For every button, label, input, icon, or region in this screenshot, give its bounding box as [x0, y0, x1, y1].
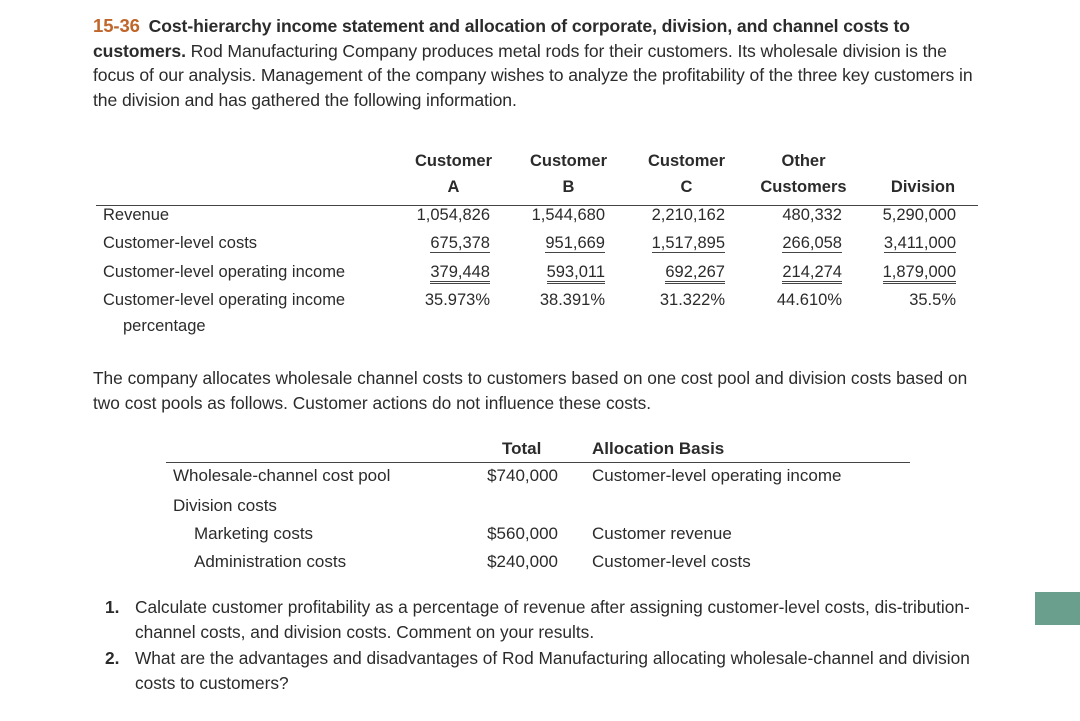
- customer-income-table: [96, 148, 978, 348]
- col-header-customer-b: Customer B: [529, 152, 607, 196]
- row-label-oi-percentage: Customer-level operating income: [103, 291, 346, 309]
- cell-pct-a: 35.973%: [424, 291, 490, 309]
- row-label-wholesale-pool: Wholesale-channel cost pool: [173, 466, 391, 485]
- row-label-oi-percentage-cont: percentage: [123, 317, 206, 335]
- row-label-marketing: Marketing costs: [194, 524, 314, 543]
- cell-oi-other: 214,274: [782, 263, 842, 284]
- cell-marketing-basis: Customer revenue: [592, 524, 732, 543]
- row-label-revenue: Revenue: [103, 206, 170, 224]
- col-header-total: Total: [502, 439, 542, 458]
- cell-wholesale-total: $740,000: [487, 466, 558, 485]
- col-header-allocation-basis: Allocation Basis: [592, 439, 725, 458]
- page-edge-tab: [1035, 592, 1080, 625]
- cell-revenue-other: 480,332: [782, 206, 842, 224]
- cell-revenue-c: 2,210,162: [651, 206, 725, 224]
- cell-wholesale-basis: Customer-level operating income: [592, 466, 842, 485]
- problem-body: Rod Manufacturing Company produces metal rods for their customers. Its wholesale division is the focus of our analysis. Management of the company wishes to analyze the profitability of the three key customers in the division and has gathered the following information.: [93, 40, 973, 110]
- cell-costs-division: 3,411,000: [883, 234, 956, 252]
- question-number: 2.: [105, 648, 120, 668]
- row-label-administration: Administration costs: [194, 552, 347, 571]
- col-header-other-customers: Other Customers: [760, 152, 847, 196]
- cell-pct-division: 35.5%: [909, 291, 956, 309]
- cell-revenue-division: 5,290,000: [882, 206, 956, 224]
- row-label-operating-income: Customer-level operating income: [103, 263, 346, 281]
- problem-intro: [93, 14, 983, 112]
- cell-costs-other: 266,058: [782, 234, 842, 252]
- problem-title: Cost-hierarchy income statement and allocation of corporate, division, and channel costs to customers.: [93, 16, 910, 61]
- cell-oi-c: 692,267: [665, 263, 725, 284]
- cell-pct-b: 38.391%: [539, 291, 605, 309]
- problem-number: 15-36: [93, 15, 140, 36]
- cell-revenue-a: 1,054,826: [416, 206, 490, 224]
- col-header-customer-a: Customer A: [414, 152, 492, 196]
- question-text: What are the advantages and disadvantages of Rod Manufacturing allocating wholesale-channel and division costs to customers?: [135, 648, 970, 693]
- question-number: 1.: [105, 597, 120, 617]
- cell-costs-c: 1,517,895: [651, 234, 725, 252]
- col-header-customer-c: Customer C: [647, 152, 725, 196]
- row-label-customer-costs: Customer-level costs: [103, 234, 258, 252]
- col-header-division: Division: [890, 178, 956, 196]
- cell-pct-c: 31.322%: [659, 291, 725, 309]
- cell-oi-a: 379,448: [430, 263, 490, 284]
- cell-revenue-b: 1,544,680: [531, 206, 605, 224]
- cell-marketing-total: $560,000: [487, 524, 558, 543]
- cell-oi-b: 593,011: [547, 263, 605, 284]
- row-label-division-costs: Division costs: [173, 496, 277, 515]
- header-rule: [166, 462, 910, 463]
- cost-pool-table: [166, 436, 910, 581]
- cell-oi-division: 1,879,000: [883, 263, 956, 284]
- cell-pct-other: 44.610%: [776, 291, 842, 309]
- question-text: Calculate customer profitability as a percentage of revenue after assigning customer-level costs, dis-tribution-channel costs, and division costs. Comment on your results.: [135, 597, 970, 642]
- cell-administration-basis: Customer-level costs: [592, 552, 751, 571]
- allocation-description: The company allocates wholesale channel costs to customers based on one cost pool and division costs based on two cost pools as follows. Customer actions do not influence these costs.: [93, 368, 968, 413]
- cell-costs-a: 675,378: [430, 234, 490, 252]
- cell-administration-total: $240,000: [487, 552, 558, 571]
- cell-costs-b: 951,669: [545, 234, 605, 252]
